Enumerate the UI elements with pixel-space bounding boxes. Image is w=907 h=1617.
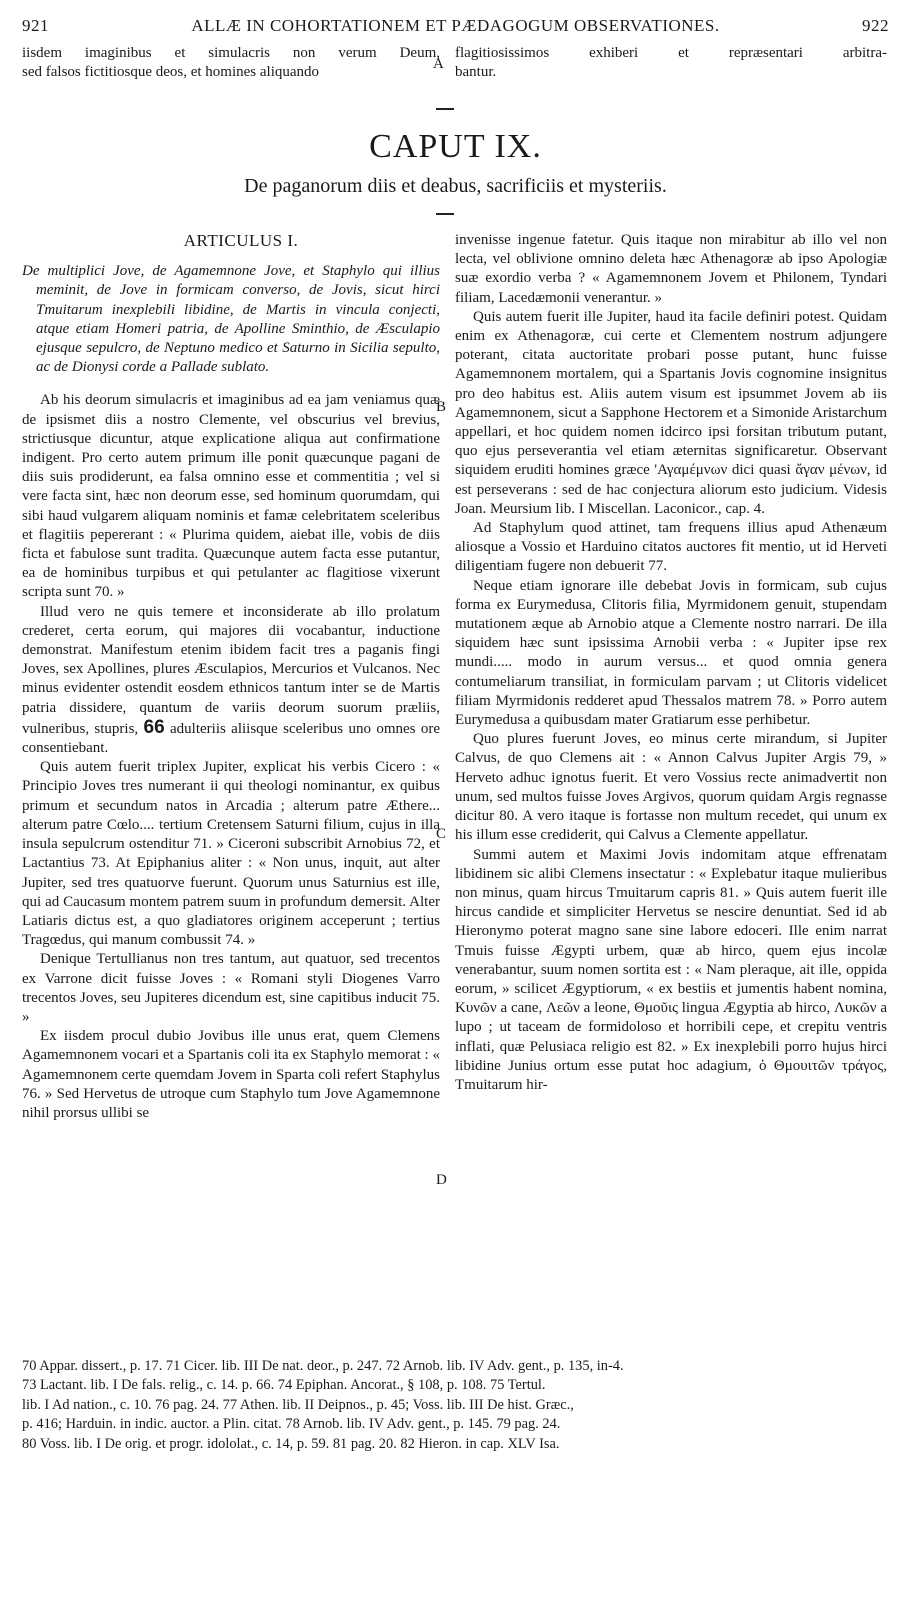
page-number-left: 921: [22, 16, 49, 35]
left-paragraph-5: Ex iisdem procul dubio Jovibus ille unus erat, quem Clemens Agamemnonem vocari et a Spartanis coli ita ex Staphylo memorat : « Agamemnonem certe quemdam Jovem in Sparta coli refert Staphylus 76. » Sed Hervetus de utroque cum Staphylo tum Jove Agamemnone nihil prorsus ullibi se: [22, 1028, 440, 1121]
left-paragraph-2: [22, 603, 440, 759]
right-column: [455, 231, 887, 1095]
left-paragraph-2b-text: adulteriis aliisque sceleribus uno omnes ore consentiebant.: [22, 720, 440, 757]
column-number: 66: [143, 716, 165, 738]
page-number-right: 922: [862, 16, 889, 35]
chapter-title: CAPUT IX.: [369, 128, 542, 165]
footnotes: [22, 1357, 889, 1454]
right-paragraph-4: Neque etiam ignorare ille debebat Jovis in formicam, sub cujus forma ex Eurymedusa, Clitoris filia, Myrmidonem genuit, stupendam mutationem æque ab Arnobio atque a Clemente nostro narrari. De illa siquidem hæc sunt ipsissima Arnobii verba : « Jupiter ipse rex mundi..... modo in aurum versus... et quod omnia genera contumeliarum transiliat, in formiculam parvam ; ut Clitoris videlicet filiam Myrmidonis redderet apud Thessalos matrem 78. » Porro autem Eurymedusa a quibusdam mater Gratiarum esse perhibetur.: [455, 577, 887, 729]
top-right-text: [455, 44, 887, 82]
running-title: ALLÆ IN COHORTATIONEM ET PÆDAGOGUM OBSERVATIONES.: [191, 16, 720, 35]
margin-marker-b: B: [436, 399, 447, 415]
margin-marker-a: A: [433, 56, 444, 72]
chapter-subtitle: De paganorum diis et deabus, sacrificiis et mysteriis.: [244, 175, 667, 197]
right-paragraph-6: Summi autem et Maximi Jovis indomitam atque effrenatam libidinem sic alibi Clemens insectatur : « Explebatur itaque mulieribus non minus, quam hircus Tmuitarum capris 81. » Quis autem fuerit ille hircus candide et simpliciter Hervetus se nescire denuntiat. Sed id ab Hieronymo poterat magno sane sine labore edoceri. Ille enim narrat Tmuis fuisse Ægypti urbem, quæ ab hirco, quem ejus incolæ venerabantur, suum nomen sortita est : « Nam pleraque, ait ille, oppida eorum, » scilicet Ægyptiorum, « ex bestiis et jumentis habent nomina, Κυνῶν a cane, Λεῶν a leone, Θμοῦις lingua Ægyptia ab hirco, Λυκῶν a lupo ; ut taceam de formidoloso et horribili cepe, et crepitu ventris inflati, quæ Pelusiaca religio est 82. » Ex inexplebili porro hujus hirci libidine Junius ortum esse putat hoc adagium, ὁ Θμουιτῶν τράγος, Tmuitarum hir-: [455, 846, 887, 1093]
running-header: [22, 16, 889, 38]
footnote-line: 73 Lactant. lib. I De fals. relig., c. 14. p. 66. 74 Epiphan. Ancorat., § 108, p. 108. 75 Tertul.: [22, 1377, 546, 1394]
article-summary: De multiplici Jove, de Agamemnone Jove, et Staphylo qui illius meminit, de Jove in formicam conversо, de Jovis, sicut hirci Tmuitarum inexplebili libidine, de Martis in vincula conjecti, atque etiam Homeri patria, de Apolline Sminthio, de Æsculapio ejusque sepulcro, de Neptuno medico et Saturno in Sicilia sepulto, ac de Dionysi corde a Pallade sublato.: [22, 263, 440, 376]
right-paragraph-3: Ad Staphylum quod attinet, tam frequens illius apud Athenæum aliosque a Vossio et Harduino citatos auctores fit mentio, ut id Herveti diligentiam fugere non debuerit 77.: [455, 520, 887, 575]
right-paragraph-2: Quis autem fuerit ille Jupiter, haud ita facile definiri potest. Quidam enim ex Athenagoræ, cui certe et Clementem nostrum adjungere poterant, citata auctoritate probari posse putant, hunc fuisse Agamemnonem mortalem, qui a Spartanis Jovis cognomine insignitus pro deo habitus est. Aliis autem visum est ipsummet Jovem ab iis Agamemnonem, sicut a Sapphone Hectorem et a Simonide Aristarchum appellari, et hoc quidem nomen idcirco ipsi forsitan tributum putant, quo ejus perseverantia vel etiam æternitas significaretur. Observant siquidem eruditi homines græce 'Αγαμέμνων dici quasi ἄγαν μένων, id est perseverans : sed de hac conjectura aliorum esto judicium. Videsis Joan. Meursium lib. I Miscellan. Laconicor., cap. 4.: [455, 308, 887, 517]
separator-dash-2: [436, 213, 454, 215]
top-left-line-2: sed falsos fictitiosque deos, et homines aliquando: [22, 64, 320, 81]
article-heading: ARTICULUS I.: [183, 231, 299, 250]
top-left-text: [22, 44, 440, 82]
margin-marker-d: D: [436, 1172, 447, 1188]
separator-dash-1: [436, 108, 454, 110]
left-paragraph-1: [22, 391, 440, 602]
left-column: [22, 231, 440, 1123]
right-paragraph-5: Quo plures fuerunt Joves, eo minus certe mirandum, si Jupiter Calvus, de quo Clemens ait : « Annon Calvus Jupiter Argis 79, » Herveto adhuc ignotus fuerit. Et vero Vossius recte animadvertit non unum, sed multos fuisse Joves Argivos, quorum quidam Argis regnasse dicitur 80. A vero itaque is fortasse non multum recedet, qui unum ex his illum esse crediderit, qui Calvus a Clemente appellatur.: [455, 731, 887, 844]
top-right-line-2: bantur.: [455, 64, 497, 81]
top-right-line-1: flagitiosissimos exhiberi et repræsentari arbitra-: [455, 45, 887, 61]
footnote-line: 70 Appar. dissert., p. 17. 71 Cicer. lib. III De nat. deor., p. 247. 72 Arnob. lib. IV Adv. gent., p. 135, in-4.: [22, 1358, 624, 1374]
footnote-line: lib. I Ad nation., c. 10. 76 pag. 24. 77 Athen. lib. II Deipnos., p. 45; Voss. lib. III De hist. Græc.,: [22, 1396, 574, 1413]
margin-marker-c: C: [436, 826, 447, 842]
left-paragraph-3: Quis autem fuerit triplex Jupiter, explicat his verbis Cicero : « Principio Joves tres numerant ii qui theologi nominantur, ex quibus primum et secundum natos in Arcadia ; alterum patre Æthere... alterum patre Cœlo.... tertium Cretensem Saturni filium, cujus in illa insula sepulcrum ostenditur 71. » Ciceroni subscribit Arnobius 72, et Lactantius 73. At Epiphanius aliter : « Non unus, inquit, aut alter Jupiter, sed tres quatuorve fuerunt. Quorum unus Saturnius est ille, qui ad Caucasum montem patrem suum in profundum demersit. Alter Latiaris dictus est, a quo gladiatores originem acceperunt ; tertius Tragœdus, qui manum combussit 74. »: [22, 759, 440, 949]
left-paragraph-2a-text: Illud vero ne quis temere et inconsiderate ab illo prolatum crederet, certa eorum, qui majores dii vocabantur, inductione demonstrat. Manifestum etenim ibidem facit tres a paganis fingi Joves, sex Apollines, plures Æsculapios, Mercurios et Vulcanos. Nec minus evidenter ostendit eosdem ethnicos tantum inter se de Martis patria dissidere, quantum de variis deorum suorum præliis, vulneribus, stupris,: [22, 603, 440, 737]
footnote-line: p. 416; Harduin. in indic. auctor. a Plin. citat. 78 Arnob. lib. IV Adv. gent., p. 145. 79 pag. 24.: [22, 1416, 561, 1433]
right-paragraph-1: invenisse ingenue fatetur. Quis itaque non mirabitur ab illo vel non lecta, vel oblivione omnino deleta hæc Athenagoræ ab ipso Apologiæ suæ exordio verba ? « Agamemnonem Jovem et Philonem, Tyndari filiam, Lacedæmonii venerantur. »: [455, 232, 887, 306]
left-paragraph-4: Denique Tertullianus non tres tantum, aut quatuor, sed trecentos ex Varrone dicit fuisse Joves : « Romani styli Diogenes Varro trecentos Joves, seu Jupiteres dicendum est, sine capitibus inducit 75. »: [22, 951, 440, 1025]
left-paragraph-1-text: Ab his deorum simulacris et imaginibus ad ea jam veniamus quæ de ipsismet diis a nostro Clemente, vel obscurius vel brevius, strictiusque dicuntur, atque explicatione aliqua aut confirmatione indigent. Pro certo autem primum ille ponit quæcunque pagani de diis suis prodiderunt, ea falsa omnino esse et commentitia ; vel si vere facta sint, hæc non deorum esse, sed hominum quorumdam, qui sibi haud vulgarem aliquam nominis et famæ celebritatem sceleribus et flagitiis pepererant : « Plurima quidem, aiebat ille, vobis de diis ficta et fabulose sunt tradita. Quæcunque autem facta esse putantur, ea de hominibus turpibus et qui petulanter ac flagitiose vixerunt scripta sunt 70. »: [22, 392, 440, 601]
top-left-line-1: iisdem imaginibus et simulacris non verum Deum,: [22, 45, 440, 61]
footnote-line: 80 Voss. lib. I De orig. et progr. idololat., c. 14, p. 59. 81 pag. 20. 82 Hieron. in cap. XLV Isa.: [22, 1435, 560, 1452]
